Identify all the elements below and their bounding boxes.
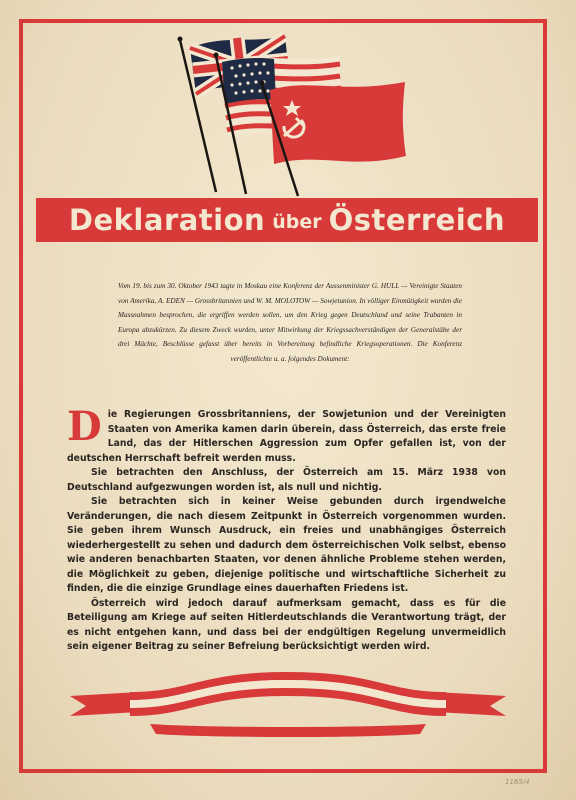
allied-flags-illustration [170,30,410,200]
paragraph-1-text: ie Regierungen Grossbritanniens, der Sowjetunion und der Vereinigten Staaten von Amerika kamen darin überein, dass Österreich, das erste freie Land, das der Hitlerschen Aggression zum Opfer gefallen ist, von der deutschen Herrschaft befreit werden muss. [67,409,506,464]
title-banner [36,198,538,242]
title-word-oesterreich: Österreich [328,203,506,237]
declaration-text [67,403,506,655]
declaration-paragraph-3: Sie betrachten sich in keiner Weise gebunden durch irgendwelche Veränderungen, die nach diesem Zeitpunkt in Österreich vorgenommen wurden. Sie geben ihrem Wunsch Ausdruck, ein freies und unabhängiges Österreich wiederhergestellt zu sehen und dadurch dem österreichischen Volk selbst, ebenso wie anderen benachbarten Staaten, vor denen ähnliche Probleme stehen werden, die Möglichkeit zu geben, diejenige politische und wirtschaftliche Sicherheit zu finden, die die einzige Grundlage eines dauerhaften Friedens ist. [67,496,506,594]
archive-note: 1165/4 [505,778,530,786]
title-word-ueber: über [272,211,322,233]
title-word-deklaration: Deklaration [68,203,266,237]
declaration-paragraph-2: Sie betrachten den Anschluss, der Österreich am 15. März 1938 von Deutschland aufgezwungen worden ist, als null und nichtig. [67,467,506,493]
austrian-ribbon-icon [70,662,506,746]
declaration-paragraph-4: Österreich wird jedoch darauf aufmerksam gemacht, dass es für die Beteiligung am Kriege auf seiten Hitlerdeutschlands die Verantwortung trägt, der es nicht entgehen kann, und dass bei der endgültigen Regelung unvermeidlich sein eigener Beitrag zu seiner Befreiung berücksichtigt werden wird. [67,597,506,652]
soviet-flag-icon [270,82,406,164]
declaration-paragraph-1 [67,403,506,466]
intro-paragraph: Vom 19. bis zum 30. Oktober 1943 tagte in Moskau eine Konferenz der Aussenminister G. HULL — Vereinigte Staaten von Amerika, A. EDEN — Grossbritannien und W. M. MOLOTOW — Sowjetunion. In völliger Einmütigkeit wurden die Massnahmen besprochen, die ergriffen werden sollen, um den Krieg gegen Deutschland und seine Trabanten in Europa abzukürzen. Zu diesem Zweck wurden, unter Mitwirkung der Kriegssachverständigen der Generalstäbe der drei Mächte, Beschlüsse gefasst über bereits in Vorbereitung befindliche Kriegsoperationen. Die Konferenz veröffentlichte u. a. folgendes Dokument: [118,282,462,363]
drop-cap: D [67,403,102,450]
